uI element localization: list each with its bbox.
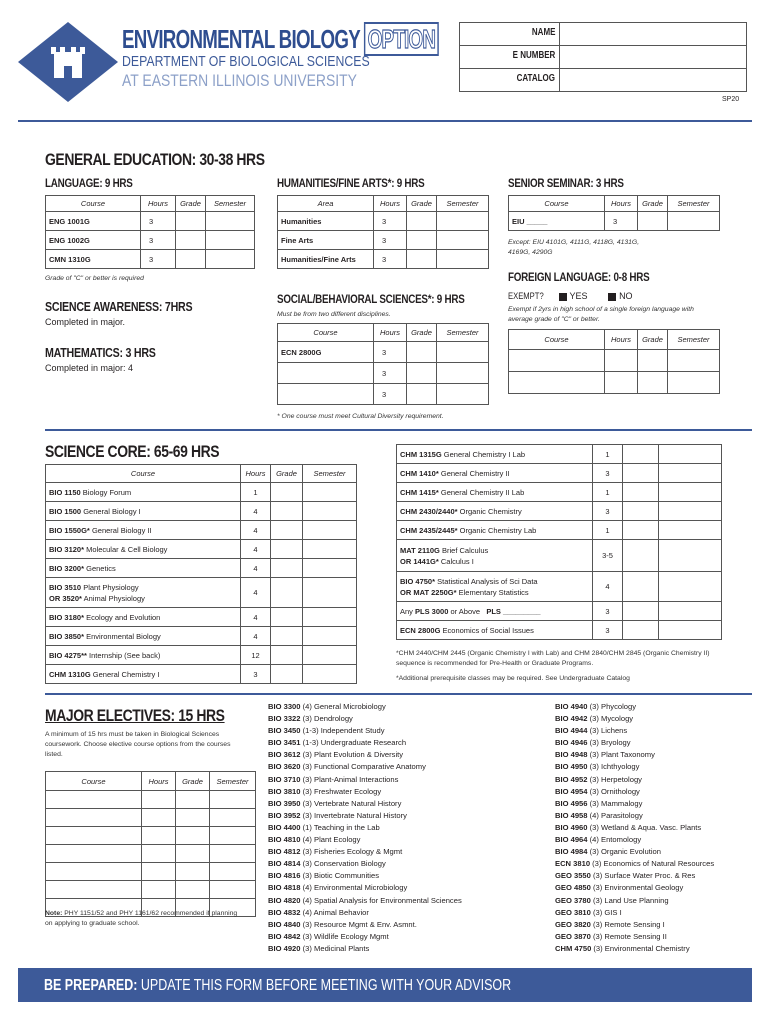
math-title: MATHEMATICS: 3 HRS	[45, 345, 156, 360]
grade-input[interactable]	[623, 602, 659, 621]
area-cell: Humanities	[278, 212, 374, 231]
enumber-field[interactable]	[560, 46, 747, 69]
elective-course-item: GEO 4850 (3) Environmental Geology	[555, 883, 684, 893]
grade-input[interactable]	[638, 212, 668, 231]
col-hours: Hours	[374, 324, 407, 342]
semester-input[interactable]	[210, 863, 256, 881]
grade-input[interactable]	[623, 540, 659, 572]
semester-input[interactable]	[659, 540, 722, 572]
electives-list-col2	[555, 701, 714, 955]
humanities-title: HUMANITIES/FINE ARTS*: 9 HRS	[277, 176, 425, 190]
semester-input[interactable]	[437, 363, 489, 384]
course-input[interactable]	[46, 809, 142, 827]
col-course: Course	[509, 330, 605, 350]
semester-input[interactable]	[303, 559, 357, 578]
no-label: NO	[619, 291, 633, 301]
social-title: SOCIAL/BEHAVIORAL SCIENCES*: 9 HRS	[277, 292, 465, 306]
elective-course-item: GEO 3550 (3) Surface Water Proc. & Res	[555, 871, 696, 881]
semester-input[interactable]	[437, 231, 489, 250]
hours-cell: 1	[593, 483, 623, 502]
semester-input[interactable]	[659, 483, 722, 502]
semester-input[interactable]	[659, 621, 722, 640]
exempt-no-checkbox[interactable]	[608, 293, 616, 301]
elective-course-item: BIO 4920 (3) Medicinal Plants	[268, 943, 370, 953]
col-grade: Grade	[176, 772, 210, 791]
grade-input[interactable]	[271, 646, 303, 665]
foreign-note: Exempt if 2yrs in high school of a single foreign language with average grade of "C" or better.	[508, 306, 694, 323]
hours-cell: 4	[241, 608, 271, 627]
col-course: Course	[46, 196, 141, 212]
semester-input[interactable]	[303, 521, 357, 540]
grade-input[interactable]	[638, 350, 668, 372]
course-cell: CHM 2435/2445* Organic Chemistry Lab	[397, 521, 593, 540]
hours-cell: 3	[593, 464, 623, 483]
course-input[interactable]	[46, 881, 142, 899]
elective-course-item: BIO 4954 (3) Ornithology	[555, 786, 640, 796]
elective-course-item: BIO 4948 (3) Plant Taxonomy	[555, 750, 655, 760]
language-note: Grade of "C" or better is required	[45, 275, 144, 282]
grade-input[interactable]	[176, 212, 206, 231]
grade-input[interactable]	[176, 809, 210, 827]
course-cell: CHM 1310G General Chemistry I	[46, 665, 241, 684]
hours-cell: 4	[241, 540, 271, 559]
hours-cell: 4	[241, 559, 271, 578]
hours-cell: 3	[141, 231, 176, 250]
hours-cell: 3	[374, 363, 407, 384]
semester-input[interactable]	[303, 627, 357, 646]
course-input[interactable]	[46, 827, 142, 845]
science-awareness-title: SCIENCE AWARENESS: 7HRS	[45, 299, 193, 314]
course-cell: ECN 2800G	[278, 342, 374, 363]
course-cell: BIO 4750* Statistical Analysis of Sci Data OR MAT 2250G* Elementary Statistics	[397, 572, 593, 602]
section-divider	[45, 693, 752, 695]
semester-input[interactable]	[437, 342, 489, 363]
hours-cell: 3	[593, 502, 623, 521]
elective-course-item: BIO 4956 (3) Mammalogy	[555, 798, 643, 808]
grade-input[interactable]	[271, 521, 303, 540]
electives-note: Note: PHY 1151/52 and PHY 1161/62 recommended if planning on applying to graduate school.	[45, 910, 238, 927]
eiu-logo-icon	[18, 22, 118, 102]
elective-course-item: BIO 3810 (3) Freshwater Ecology	[268, 786, 382, 796]
grade-input[interactable]	[271, 627, 303, 646]
grade-input[interactable]	[176, 791, 210, 809]
grade-input[interactable]	[176, 231, 206, 250]
col-area: Area	[278, 196, 374, 212]
hours-cell: 1	[241, 483, 271, 502]
elective-course-item: BIO 4816 (3) Biotic Communities	[268, 871, 380, 881]
course-cell: CHM 1415* General Chemistry II Lab	[397, 483, 593, 502]
semester-input[interactable]	[303, 646, 357, 665]
elective-course-item: GEO 3810 (3) GIS I	[555, 907, 622, 917]
grade-input[interactable]	[271, 502, 303, 521]
language-title: LANGUAGE: 9 HRS	[45, 176, 133, 190]
science-awareness-text: Completed in major.	[45, 317, 126, 327]
course-cell: CMN 1310G	[46, 250, 141, 269]
header-divider	[18, 120, 752, 122]
university-label: AT EASTERN ILLINOIS UNIVERSITY	[122, 71, 357, 90]
foreign-table	[508, 329, 720, 394]
elective-course-item: BIO 3952 (3) Invertebrate Natural History	[268, 810, 407, 820]
grade-input[interactable]	[176, 845, 210, 863]
hours-cell: 4	[241, 502, 271, 521]
semester-input[interactable]	[210, 809, 256, 827]
page-title	[122, 24, 439, 55]
semester-input[interactable]	[206, 231, 255, 250]
course-cell: ECN 2800G Economics of Social Issues	[397, 621, 593, 640]
course-input[interactable]	[509, 372, 605, 394]
elective-course-item: BIO 3620 (3) Functional Comparative Anatomy	[268, 762, 426, 772]
exempt-label: EXEMPT?	[508, 291, 544, 301]
course-input[interactable]	[509, 350, 605, 372]
course-input[interactable]	[278, 384, 374, 405]
title-main: ENVIRONMENTAL BIOLOGY	[122, 24, 360, 54]
form-code: SP20	[722, 96, 740, 103]
department-label: DEPARTMENT OF BIOLOGICAL SCIENCES	[122, 53, 370, 70]
semester-input[interactable]	[303, 483, 357, 502]
hours-cell: 4	[593, 572, 623, 602]
semester-input[interactable]	[437, 384, 489, 405]
grade-input[interactable]	[623, 521, 659, 540]
social-note: Must be from two different disciplines.	[277, 311, 391, 318]
elective-course-item: GEO 3870 (3) Remote Sensing II	[555, 931, 667, 941]
elective-course-item: BIO 3322 (3) Dendrology	[268, 714, 353, 724]
elective-course-item: GEO 3780 (3) Land Use Planning	[555, 895, 669, 905]
course-cell: CHM 2430/2440* Organic Chemistry	[397, 502, 593, 521]
hours-input[interactable]	[142, 809, 176, 827]
semester-input[interactable]	[303, 578, 357, 608]
language-table	[45, 195, 255, 269]
grade-input[interactable]	[271, 608, 303, 627]
grade-input[interactable]	[623, 502, 659, 521]
elective-course-item: BIO 4810 (4) Plant Ecology	[268, 835, 361, 845]
elective-course-item: BIO 4820 (4) Spatial Analysis for Environmental Sciences	[268, 895, 462, 905]
elective-course-item: BIO 4832 (4) Animal Behavior	[268, 907, 369, 917]
col-course: Course	[46, 772, 142, 791]
col-course: Course	[509, 196, 605, 212]
name-field[interactable]	[560, 23, 747, 46]
grade-input[interactable]	[271, 483, 303, 502]
footer-text: UPDATE THIS FORM BEFORE MEETING WITH YOUR ADVISOR	[140, 977, 512, 994]
col-hours: Hours	[142, 772, 176, 791]
footer-bold: BE PREPARED:	[44, 977, 138, 994]
electives-list-col1	[268, 701, 462, 955]
elective-course-item: BIO 4950 (3) Ichthyology	[555, 762, 640, 772]
grade-input[interactable]	[271, 578, 303, 608]
semester-input[interactable]	[668, 350, 720, 372]
grade-input[interactable]	[407, 342, 437, 363]
semester-input[interactable]	[659, 572, 722, 602]
hours-cell: 3	[593, 602, 623, 621]
elective-course-item: BIO 3612 (3) Plant Evolution & Diversity	[268, 750, 404, 760]
col-course: Course	[278, 324, 374, 342]
hours-cell: 1	[593, 521, 623, 540]
title-option: OPTION	[364, 22, 439, 56]
elective-course-item: BIO 4400 (1) Teaching in the Lab	[268, 822, 380, 832]
grade-input[interactable]	[623, 572, 659, 602]
section-divider	[45, 429, 752, 431]
semester-input[interactable]	[206, 212, 255, 231]
course-input[interactable]	[278, 363, 374, 384]
course-input[interactable]	[46, 845, 142, 863]
hours-cell: 3	[374, 231, 407, 250]
semester-input[interactable]	[210, 845, 256, 863]
col-hours: Hours	[241, 465, 271, 483]
col-hours: Hours	[605, 330, 638, 350]
col-grade: Grade	[176, 196, 206, 212]
hours-input[interactable]	[142, 791, 176, 809]
semester-input[interactable]	[303, 608, 357, 627]
elective-course-item: BIO 4944 (3) Lichens	[555, 726, 628, 736]
enumber-label: E NUMBER	[512, 50, 555, 61]
col-grade: Grade	[638, 196, 668, 212]
course-cell: BIO 3850* Environmental Biology	[46, 627, 241, 646]
prereq-footnote: *Additional prerequisite classes may be required. See Undergraduate Catalog	[396, 675, 630, 682]
course-input[interactable]	[46, 863, 142, 881]
grade-input[interactable]	[407, 231, 437, 250]
hours-cell: 3	[605, 212, 638, 231]
col-semester: Semester	[303, 465, 357, 483]
science-core-right-table	[396, 444, 722, 640]
course-cell: CHM 1410* General Chemistry II	[397, 464, 593, 483]
grade-input[interactable]	[407, 384, 437, 405]
hours-input[interactable]	[605, 350, 638, 372]
course-cell: BIO 1150 Biology Forum	[46, 483, 241, 502]
elective-course-item: BIO 4812 (3) Fisheries Ecology & Mgmt	[268, 847, 403, 857]
social-footnote: * One course must meet Cultural Diversity requirement.	[277, 413, 444, 420]
semester-input[interactable]	[668, 372, 720, 394]
semester-input[interactable]	[303, 665, 357, 684]
col-semester: Semester	[206, 196, 255, 212]
science-core-left-table	[45, 464, 357, 684]
col-hours: Hours	[374, 196, 407, 212]
elective-course-item: BIO 3450 (1-3) Independent Study	[268, 726, 385, 736]
course-cell: ENG 1002G	[46, 231, 141, 250]
grade-input[interactable]	[271, 559, 303, 578]
grade-input[interactable]	[623, 464, 659, 483]
hours-input[interactable]	[142, 881, 176, 899]
course-cell: BIO 3180* Ecology and Evolution	[46, 608, 241, 627]
major-electives-title: MAJOR ELECTIVES: 15 HRS	[45, 706, 225, 725]
hours-cell: 3	[374, 212, 407, 231]
course-cell: CHM 1315G General Chemistry I Lab	[397, 445, 593, 464]
grade-input[interactable]	[623, 621, 659, 640]
course-input[interactable]	[46, 791, 142, 809]
hours-input[interactable]	[142, 863, 176, 881]
exempt-yes-checkbox[interactable]	[559, 293, 567, 301]
social-table	[277, 323, 489, 405]
catalog-field[interactable]	[560, 69, 747, 92]
elective-course-item: BIO 3710 (3) Plant-Animal Interactions	[268, 774, 399, 784]
exempt-row	[508, 291, 633, 301]
elective-course-item: BIO 4818 (4) Environmental Microbiology	[268, 883, 408, 893]
hours-cell: 3	[141, 250, 176, 269]
semester-input[interactable]	[668, 212, 720, 231]
semester-input[interactable]	[659, 521, 722, 540]
grade-input[interactable]	[176, 881, 210, 899]
col-semester: Semester	[437, 324, 489, 342]
humanities-table	[277, 195, 489, 269]
semester-input[interactable]	[659, 602, 722, 621]
yes-label: YES	[569, 291, 588, 301]
grade-input[interactable]	[407, 212, 437, 231]
grade-input[interactable]	[623, 483, 659, 502]
semester-input[interactable]	[303, 540, 357, 559]
hours-cell: 4	[241, 578, 271, 608]
col-semester: Semester	[668, 330, 720, 350]
semester-input[interactable]	[437, 212, 489, 231]
semester-input[interactable]	[659, 445, 722, 464]
col-grade: Grade	[271, 465, 303, 483]
catalog-label: CATALOG	[516, 73, 555, 84]
col-hours: Hours	[605, 196, 638, 212]
hours-cell: 3-5	[593, 540, 623, 572]
elective-course-item: BIO 3451 (1-3) Undergraduate Research	[268, 738, 407, 748]
name-label: NAME	[531, 27, 555, 38]
course-cell: EIU _____	[509, 212, 605, 231]
col-semester: Semester	[437, 196, 489, 212]
grade-input[interactable]	[407, 363, 437, 384]
col-course: Course	[46, 465, 241, 483]
course-cell: BIO 3120* Molecular & Cell Biology	[46, 540, 241, 559]
area-cell: Fine Arts	[278, 231, 374, 250]
elective-course-item: GEO 3820 (3) Remote Sensing I	[555, 919, 665, 929]
elective-course-item: BIO 4840 (3) Resource Mgmt & Env. Asmnt.	[268, 919, 417, 929]
elective-course-item: BIO 4958 (4) Parasitology	[555, 810, 643, 820]
course-cell: BIO 1550G* General Biology II	[46, 521, 241, 540]
elective-course-item: BIO 4964 (4) Entomology	[555, 835, 642, 845]
grade-input[interactable]	[176, 863, 210, 881]
col-grade: Grade	[638, 330, 668, 350]
elective-course-item: BIO 4814 (3) Conservation Biology	[268, 859, 386, 869]
student-info-box	[459, 22, 747, 92]
grade-input[interactable]	[271, 665, 303, 684]
elective-course-item: BIO 4940 (3) Phycology	[555, 702, 637, 711]
course-cell: BIO 1500 General Biology I	[46, 502, 241, 521]
grade-input[interactable]	[638, 372, 668, 394]
hours-cell: 3	[374, 384, 407, 405]
elective-course-item: BIO 4942 (3) Mycology	[555, 714, 634, 724]
hours-cell: 3	[374, 342, 407, 363]
hours-input[interactable]	[605, 372, 638, 394]
grade-input[interactable]	[623, 445, 659, 464]
elective-course-item: BIO 3300 (4) General Microbiology	[268, 702, 386, 711]
hours-input[interactable]	[142, 845, 176, 863]
elective-course-item: ECN 3810 (3) Economics of Natural Resources	[555, 859, 715, 869]
elective-course-item: BIO 4946 (3) Bryology	[555, 738, 631, 748]
hours-input[interactable]	[142, 827, 176, 845]
math-text: Completed in major: 4	[45, 363, 134, 373]
hours-cell: 3	[593, 621, 623, 640]
semester-input[interactable]	[210, 791, 256, 809]
hours-cell: 1	[593, 445, 623, 464]
hours-cell: 3	[374, 250, 407, 269]
grade-input[interactable]	[176, 827, 210, 845]
area-cell: Humanities/Fine Arts	[278, 250, 374, 269]
elective-course-item: BIO 4842 (3) Wildlife Ecology Mgmt	[268, 931, 389, 941]
col-semester: Semester	[210, 772, 256, 791]
semester-input[interactable]	[206, 250, 255, 269]
semester-input[interactable]	[659, 502, 722, 521]
grade-input[interactable]	[271, 540, 303, 559]
grade-input[interactable]	[407, 250, 437, 269]
grade-input[interactable]	[176, 250, 206, 269]
semester-input[interactable]	[303, 502, 357, 521]
electives-intro: A minimum of 15 hrs must be taken in Biological Sciences coursework. Choose elective course options from the courses listed.	[45, 731, 231, 758]
col-semester: Semester	[668, 196, 720, 212]
hours-cell: 3	[241, 665, 271, 684]
course-cell: Any PLS 3000 or Above PLS _________	[397, 602, 593, 621]
chem-footnote: *CHM 2440/CHM 2445 (Organic Chemistry I with Lab) and CHM 2840/CHM 2845 (Organic Chemistry II) sequence is recommended for Pre-Health or Graduate Programs.	[396, 650, 710, 667]
course-cell: BIO 3200* Genetics	[46, 559, 241, 578]
senior-table	[508, 195, 720, 231]
col-grade: Grade	[407, 324, 437, 342]
science-core-title: SCIENCE CORE: 65-69 HRS	[45, 442, 220, 461]
elective-course-item: BIO 4952 (3) Herpetology	[555, 774, 642, 784]
course-cell: BIO 3510 Plant Physiology OR 3520* Animal Physiology	[46, 578, 241, 608]
col-hours: Hours	[141, 196, 176, 212]
course-cell: BIO 4275** Internship (See back)	[46, 646, 241, 665]
col-grade: Grade	[407, 196, 437, 212]
semester-input[interactable]	[210, 881, 256, 899]
semester-input[interactable]	[437, 250, 489, 269]
senior-note: Except: EIU 4101G, 4111G, 4118G, 4131G, 4169G, 4290G	[508, 239, 640, 256]
semester-input[interactable]	[210, 827, 256, 845]
semester-input[interactable]	[659, 464, 722, 483]
senior-seminar-title: SENIOR SEMINAR: 3 HRS	[508, 176, 624, 190]
elective-course-item: CHM 4750 (3) Environmental Chemistry	[555, 943, 690, 953]
hours-cell: 12	[241, 646, 271, 665]
elective-course-item: BIO 4960 (3) Wetland & Aqua. Vasc. Plants	[555, 822, 702, 832]
course-cell: ENG 1001G	[46, 212, 141, 231]
foreign-language-title: FOREIGN LANGUAGE: 0-8 HRS	[508, 270, 650, 284]
course-cell: MAT 2110G Brief Calculus OR 1441G* Calculus I	[397, 540, 593, 572]
hours-cell: 3	[141, 212, 176, 231]
hours-cell: 4	[241, 627, 271, 646]
footer-banner	[18, 968, 752, 1002]
gen-ed-title: GENERAL EDUCATION: 30-38 HRS	[45, 150, 265, 169]
elective-course-item: BIO 4984 (3) Organic Evolution	[555, 847, 661, 857]
hours-cell: 4	[241, 521, 271, 540]
elective-course-item: BIO 3950 (3) Vertebrate Natural History	[268, 798, 402, 808]
electives-table	[45, 771, 256, 917]
